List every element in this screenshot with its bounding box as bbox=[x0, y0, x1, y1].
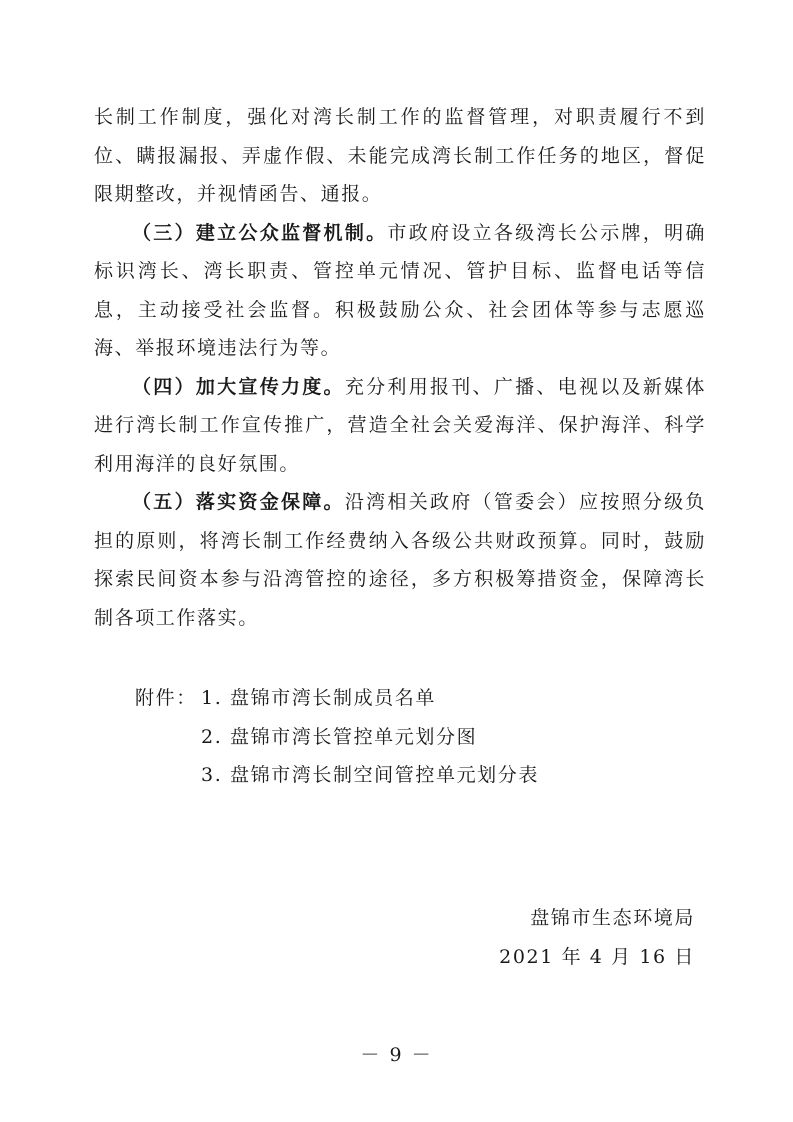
attachment-item: 3. 盘锦市湾长制空间管控单元划分表 bbox=[201, 764, 539, 786]
paragraph-public-supervision bbox=[94, 214, 706, 368]
paragraph-publicity bbox=[94, 368, 706, 484]
attachment-item: 2. 盘锦市湾长管控单元划分图 bbox=[201, 725, 478, 748]
section-heading: （三）建立公众监督机制。 bbox=[132, 221, 388, 244]
issue-date: 2021 年 4 月 16 日 bbox=[499, 945, 695, 968]
attachments-label: 附件： bbox=[135, 687, 197, 709]
attachment-row bbox=[135, 718, 539, 757]
signature-block bbox=[499, 899, 695, 976]
body-text bbox=[94, 98, 706, 637]
paragraph-funding bbox=[94, 483, 706, 637]
page-number: － 9 － bbox=[360, 1044, 433, 1066]
paragraph-continuation bbox=[94, 98, 706, 214]
paragraph-text: 沿湾相关政府（管委会）应按照分级负担的原则，将湾长制工作经费纳入各级公共财政预算。同时，鼓励探索民间资本参与沿湾管控的途径，多方积极筹措资金，保障湾长制各项工作落实。 bbox=[94, 491, 706, 629]
paragraph-text: 长制工作制度，强化对湾长制工作的监督管理，对职责履行不到位、瞒报漏报、弄虚作假、未能完成湾长制工作任务的地区，督促限期整改，并视情函告、通报。 bbox=[94, 106, 706, 205]
attachment-row bbox=[135, 756, 539, 795]
issuing-organization: 盘锦市生态环境局 bbox=[530, 907, 695, 929]
section-heading: （五）落实资金保障。 bbox=[132, 491, 345, 513]
attachment-row bbox=[135, 679, 539, 718]
attachment-item: 1. 盘锦市湾长制成员名单 bbox=[201, 687, 436, 709]
paragraph-text: 市政府设立各级湾长公示牌，明确标识湾长、湾长职责、管控单元情况、管护目标、监督电话等信息，主动接受社会监督。积极鼓励公众、社会团体等参与志愿巡海、举报环境违法行为等。 bbox=[94, 221, 706, 359]
attachments-list bbox=[135, 679, 539, 795]
section-heading: （四）加大宣传力度。 bbox=[132, 375, 345, 398]
paragraph-text: 充分利用报刊、广播、电视以及新媒体进行湾长制工作宣传推广，营造全社会关爱海洋、保护海洋、科学利用海洋的良好氛围。 bbox=[94, 375, 706, 475]
